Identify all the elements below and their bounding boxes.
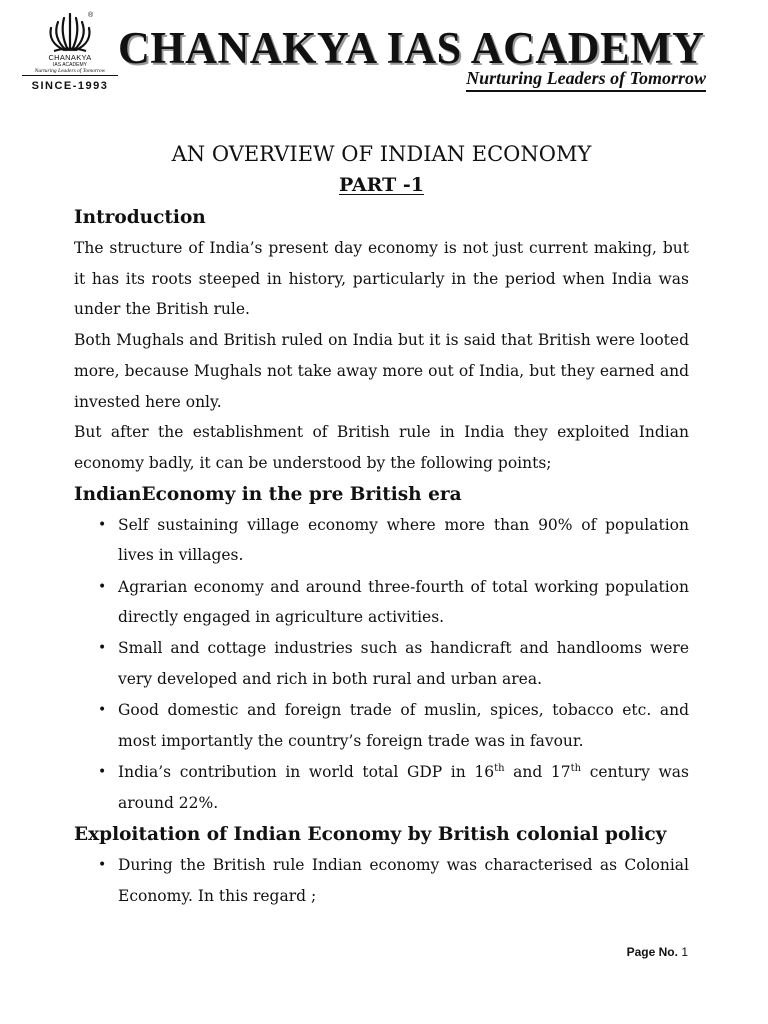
- bullet-icon: •: [98, 702, 107, 719]
- academy-name: CHANAKYA IAS ACADEMY: [118, 23, 705, 73]
- list-item: [74, 510, 689, 571]
- list-item-text: Small and cottage industries such as handicraft and handlooms were very developed and rich in both rural and urban area.: [118, 639, 689, 689]
- document-body: [74, 140, 689, 912]
- lotus-flame-emblem-icon: [46, 10, 94, 54]
- bullet-icon: •: [98, 857, 107, 874]
- logo-name: CHANAKYA: [48, 53, 92, 62]
- section-heading-pre-british-era: IndianEconomy in the pre British era: [74, 483, 462, 505]
- page-label: Page No.: [626, 945, 678, 959]
- list-item: [74, 695, 689, 756]
- academy-tagline: Nurturing Leaders of Tomorrow: [466, 67, 706, 92]
- list-item-text: Good domestic and foreign trade of muslin, spices, tobacco etc. and most importantly the country’s foreign trade was in favour.: [118, 701, 689, 751]
- bullet-icon: •: [98, 640, 107, 657]
- list-item-text: Self sustaining village economy where more than 90% of population lives in villages.: [118, 515, 689, 565]
- document-title: AN OVERVIEW OF INDIAN ECONOMY: [171, 142, 592, 166]
- logo-tagline: Nurturing Leaders of Tomorrow: [22, 68, 118, 76]
- gdp-text-part2: and 17: [504, 763, 571, 782]
- ordinal-suffix: th: [494, 763, 505, 775]
- letterhead: [0, 0, 768, 110]
- paragraph: Both Mughals and British ruled on India but it is said that British were looted more, because Mughals not take away more out of India, but they earned and invested here only.: [74, 331, 689, 411]
- registered-mark: ®: [88, 12, 94, 19]
- paragraph: The structure of India’s present day economy is not just current making, but it has its roots steeped in history, particularly in the period when India was under the British rule.: [74, 239, 689, 319]
- bullet-icon: •: [98, 516, 107, 533]
- logo-subname: IAS ACADEMY: [53, 62, 87, 68]
- logo-since: SINCE-1993: [31, 80, 109, 92]
- bullet-icon: •: [98, 764, 107, 781]
- exploitation-bullet-list: [74, 850, 689, 911]
- ordinal-suffix: th: [570, 763, 582, 775]
- list-item-text: Agrarian economy and around three-fourth of total working population directly engaged in agriculture activities.: [118, 577, 689, 627]
- list-item: [74, 757, 689, 818]
- page-number-value: 1: [681, 945, 688, 959]
- page-number: [627, 944, 688, 960]
- gdp-text-part3: century was around 22%.: [118, 763, 690, 812]
- list-item: [74, 572, 689, 633]
- gdp-text-part1: India’s contribution in world total GDP in 16: [118, 763, 495, 782]
- part-label: PART -1: [339, 174, 424, 196]
- part-heading: [74, 168, 689, 202]
- pre-british-bullet-list: [74, 510, 689, 819]
- list-item: [74, 850, 689, 911]
- academy-logo: [22, 10, 118, 98]
- list-item-text: During the British rule Indian economy was characterised as Colonial Economy. In this regard ;: [118, 856, 689, 905]
- paragraph: But after the establishment of British rule in India they exploited Indian economy badly, it can be understood by the following points;: [74, 423, 689, 472]
- section-heading-exploitation: Exploitation of Indian Economy by British colonial policy: [74, 824, 667, 846]
- list-item: [74, 633, 689, 694]
- bullet-icon: •: [98, 578, 107, 595]
- section-heading-introduction: Introduction: [74, 207, 206, 228]
